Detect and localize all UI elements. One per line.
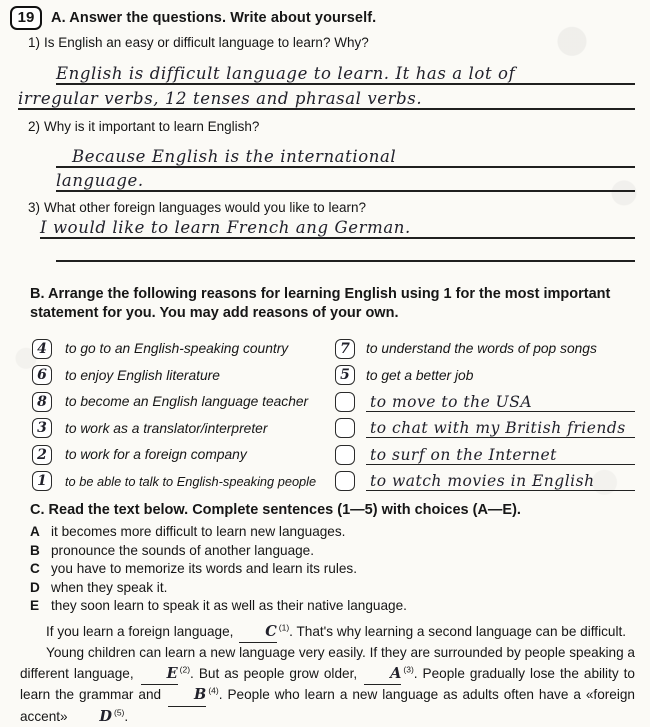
b-own-reason-line (366, 440, 635, 465)
handwritten-rank: 7 (340, 340, 350, 357)
question-2 (28, 119, 637, 136)
b-row-1 (32, 332, 637, 359)
blank-5-number: (5) (113, 707, 125, 718)
blank-2-number: (2) (179, 664, 191, 675)
b-item-label: to be able to talk to English-speaking people (65, 473, 317, 489)
b-row-4 (32, 412, 637, 439)
handwritten-answer-2a: Because English is the international (72, 147, 397, 166)
rank-box (32, 445, 52, 465)
section-a-title: A. Answer the questions. Write about yourself. (51, 9, 377, 26)
choice-c (30, 560, 637, 579)
b-row-6 (32, 465, 637, 492)
handwritten-rank: 5 (340, 367, 350, 383)
blank-3-number: (3) (403, 664, 414, 675)
question-1-number: 1) (28, 35, 41, 50)
rank-box (32, 365, 52, 385)
answer-line-1b (18, 85, 635, 110)
blank-1 (239, 622, 277, 644)
handwritten-reason: to move to the USA (370, 392, 533, 411)
question-2-text: Why is it important to learn English? (44, 119, 260, 134)
handwritten-reason: to chat with my British friends (370, 419, 626, 437)
b-row-3 (32, 385, 637, 412)
handwritten-rank: 4 (37, 340, 47, 357)
paragraph-text: . People gradually lose the ability to learn the grammar and (20, 665, 635, 703)
choice-letter: A (30, 524, 40, 539)
b-row-2 (32, 359, 637, 386)
paragraph-text: . But as people grow older, (190, 665, 358, 681)
choice-text: when they speak it. (51, 579, 168, 595)
b-own-reason-line (366, 387, 635, 412)
handwritten-rank: 8 (37, 393, 47, 410)
question-2-number: 2) (28, 119, 41, 134)
section-a-header (10, 5, 637, 30)
section-c-choices (30, 523, 637, 616)
b-item-label: to go to an English-speaking country (65, 341, 289, 356)
handwritten-rank: 1 (37, 473, 47, 489)
b-own-reason-line (366, 413, 635, 438)
choice-letter: B (30, 542, 40, 558)
handwritten-answer-1b: irregular verbs, 12 tenses and phrasal verbs. (18, 89, 423, 108)
paragraph-text: If you learn a foreign language, (46, 623, 234, 639)
b-own-reason-line (366, 466, 635, 491)
rank-box-empty (335, 445, 355, 465)
handwritten-reason: to watch movies in English (370, 472, 595, 490)
choice-text: you have to memorize its words and learn its rules. (51, 561, 357, 577)
blank-5 (73, 707, 112, 727)
choice-letter: D (30, 579, 40, 595)
handwritten-rank: 6 (37, 367, 47, 383)
question-3-number: 3) (28, 200, 41, 215)
handwritten-answer-3a: I would like to learn French ang German. (40, 218, 411, 237)
answer-line-2b (56, 168, 635, 192)
handwritten-answer-1a: English is difficult language to learn. It has a lot of (56, 64, 516, 83)
paragraph-text: . That's why learning a second language can be difficult. (289, 623, 627, 639)
handwritten-blank-3: A (390, 664, 402, 682)
exercise-number-badge: 19 (10, 6, 42, 30)
section-b-list (32, 332, 637, 491)
section-c-paragraph (20, 622, 635, 727)
handwritten-blank-5: D (99, 707, 112, 725)
question-1-text: Is English an easy or difficult language to learn? Why? (44, 35, 369, 50)
rank-box (32, 418, 52, 438)
question-3-text: What other foreign languages would you like to learn? (44, 200, 366, 215)
answer-line-2a (56, 138, 635, 168)
choice-text: pronounce the sounds of another language. (51, 542, 315, 558)
handwritten-reason: to surf on the Internet (370, 445, 557, 464)
choice-d (30, 579, 637, 598)
question-1 (28, 35, 637, 52)
b-item-label: to work for a foreign company (65, 447, 247, 462)
handwritten-rank: 3 (37, 420, 47, 436)
choice-a (30, 523, 637, 542)
blank-2 (141, 664, 178, 686)
handwritten-blank-1: C (265, 622, 277, 640)
handwritten-blank-4: B (194, 686, 207, 704)
rank-box (32, 392, 52, 412)
answer-line-3a (40, 219, 635, 239)
choice-e (30, 597, 637, 616)
choice-b (30, 542, 637, 561)
rank-box (335, 339, 355, 359)
paragraph-1 (20, 622, 635, 644)
paragraph-text: . People who learn a new language as adults often have a «foreign accent» (20, 687, 635, 724)
section-b-title: B. Arrange the following reasons for learning English using 1 for the most important statement for you. You may add reasons of your own. (30, 286, 611, 321)
rank-box (335, 365, 355, 385)
blank-3 (364, 664, 401, 686)
choice-text: it becomes more difficult to learn new languages. (51, 524, 346, 539)
rank-box (32, 471, 52, 491)
question-3 (28, 200, 637, 217)
b-item-label: to enjoy English literature (65, 367, 220, 383)
b-row-5 (32, 438, 637, 465)
paragraph-2 (20, 643, 635, 727)
handwritten-blank-2: E (166, 664, 178, 682)
paragraph-text: Young children can learn a new language very easily. If they are surrounded by people speaking a different language, (20, 645, 635, 681)
answer-line-1a (56, 54, 635, 85)
choice-letter: E (30, 598, 40, 614)
blank-4-number: (4) (208, 685, 219, 696)
answer-line-3b-empty (56, 239, 635, 262)
paragraph-text: . (124, 708, 129, 724)
choice-text: they soon learn to speak it as well as their native language. (51, 598, 407, 614)
b-item-label: to work as a translator/interpreter (65, 420, 268, 436)
rank-box-empty (335, 471, 355, 491)
handwritten-rank: 2 (37, 446, 47, 463)
choice-letter: C (30, 561, 40, 577)
rank-box (32, 339, 52, 359)
handwritten-answer-2b: language. (56, 171, 144, 190)
b-item-label: to become an English language teacher (65, 394, 309, 409)
rank-box-empty (335, 392, 355, 412)
rank-box-empty (335, 418, 355, 438)
b-item-label: to understand the words of pop songs (366, 341, 597, 356)
section-c-title: C. Read the text below. Complete sentences (1—5) with choices (A—E). (30, 502, 521, 518)
b-item-label: to get a better job (366, 367, 474, 383)
blank-1-number: (1) (278, 622, 290, 633)
